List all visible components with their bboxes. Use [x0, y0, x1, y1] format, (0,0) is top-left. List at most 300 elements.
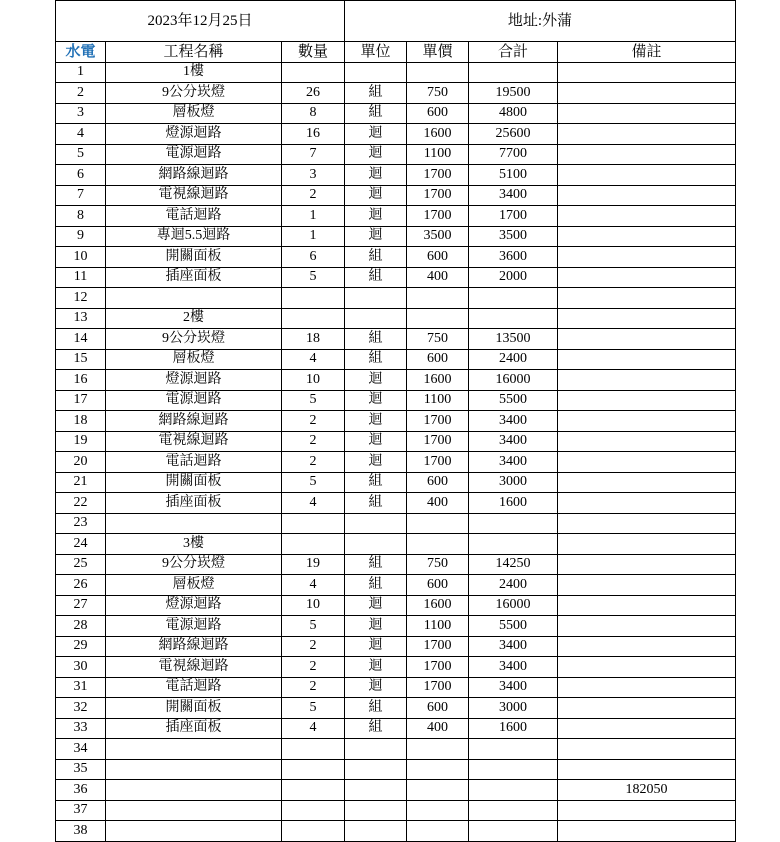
table-row [56, 759, 736, 780]
cell-unit: 迴 [345, 677, 407, 698]
cell-total: 1600 [469, 493, 558, 514]
cell-total: 1700 [469, 206, 558, 227]
cell-unit [345, 759, 407, 780]
table-row [56, 472, 736, 493]
cell-qty: 6 [282, 247, 345, 268]
cell-unit [345, 62, 407, 83]
cell-unit: 迴 [345, 616, 407, 637]
cell-name [106, 800, 282, 821]
cell-total: 3400 [469, 677, 558, 698]
cell-no: 19 [56, 431, 106, 452]
cell-name [106, 739, 282, 760]
table-row [56, 62, 736, 83]
cell-price: 600 [407, 247, 469, 268]
cell-name [106, 780, 282, 801]
cell-unit [345, 308, 407, 329]
cell-no: 37 [56, 800, 106, 821]
quote-sheet [55, 0, 736, 842]
cell-note [558, 595, 736, 616]
cell-name: 3樓 [106, 534, 282, 555]
table-row [56, 616, 736, 637]
cell-name: 開關面板 [106, 698, 282, 719]
cell-qty [282, 62, 345, 83]
cell-name: 開關面板 [106, 247, 282, 268]
cell-qty: 2 [282, 636, 345, 657]
cell-no: 9 [56, 226, 106, 247]
cell-price [407, 800, 469, 821]
cell-no: 10 [56, 247, 106, 268]
cell-price: 1600 [407, 370, 469, 391]
cell-price: 1100 [407, 144, 469, 165]
cell-unit: 迴 [345, 226, 407, 247]
cell-no: 34 [56, 739, 106, 760]
cell-qty [282, 739, 345, 760]
cell-price: 1700 [407, 452, 469, 473]
cell-name: 網路線迴路 [106, 165, 282, 186]
cell-unit [345, 534, 407, 555]
cell-note [558, 616, 736, 637]
cell-total: 2400 [469, 349, 558, 370]
cell-note [558, 83, 736, 104]
cell-qty: 5 [282, 698, 345, 719]
cell-price: 1700 [407, 206, 469, 227]
cell-no: 35 [56, 759, 106, 780]
cell-total: 14250 [469, 554, 558, 575]
col-header-no: 水電 [56, 42, 106, 63]
cell-qty [282, 513, 345, 534]
cell-note [558, 226, 736, 247]
cell-unit: 組 [345, 247, 407, 268]
cell-no: 4 [56, 124, 106, 145]
cell-qty: 7 [282, 144, 345, 165]
cell-no: 14 [56, 329, 106, 350]
cell-no: 8 [56, 206, 106, 227]
cell-qty: 2 [282, 677, 345, 698]
cell-name: 電源迴路 [106, 144, 282, 165]
cell-qty [282, 800, 345, 821]
col-header-note: 備註 [558, 42, 736, 63]
cell-name: 電視線迴路 [106, 431, 282, 452]
cell-note [558, 390, 736, 411]
cell-no: 21 [56, 472, 106, 493]
cell-unit [345, 739, 407, 760]
cell-no: 2 [56, 83, 106, 104]
cell-note [558, 349, 736, 370]
table-row [56, 800, 736, 821]
cell-total: 2400 [469, 575, 558, 596]
cell-unit: 迴 [345, 124, 407, 145]
cell-no: 20 [56, 452, 106, 473]
cell-unit: 迴 [345, 657, 407, 678]
cell-unit: 迴 [345, 411, 407, 432]
cell-price [407, 759, 469, 780]
cell-qty: 19 [282, 554, 345, 575]
cell-note [558, 718, 736, 739]
cell-qty: 5 [282, 616, 345, 637]
cell-qty: 26 [282, 83, 345, 104]
cell-name: 層板燈 [106, 103, 282, 124]
cell-note [558, 513, 736, 534]
cell-total: 1600 [469, 718, 558, 739]
cell-name: 電話迴路 [106, 206, 282, 227]
cell-total: 5100 [469, 165, 558, 186]
cell-total: 3400 [469, 657, 558, 678]
table-row [56, 206, 736, 227]
cell-price: 750 [407, 329, 469, 350]
table-row [56, 165, 736, 186]
table-row [56, 575, 736, 596]
cell-no: 16 [56, 370, 106, 391]
col-header-qty: 數量 [282, 42, 345, 63]
cell-price: 400 [407, 267, 469, 288]
cell-no: 32 [56, 698, 106, 719]
cell-price: 600 [407, 575, 469, 596]
cell-total: 4800 [469, 103, 558, 124]
cell-total: 13500 [469, 329, 558, 350]
cell-unit: 迴 [345, 185, 407, 206]
cell-note [558, 370, 736, 391]
cell-qty: 4 [282, 718, 345, 739]
cell-note [558, 759, 736, 780]
table-row [56, 431, 736, 452]
cell-price [407, 821, 469, 842]
cell-note [558, 800, 736, 821]
cell-price: 600 [407, 349, 469, 370]
cell-total: 3500 [469, 226, 558, 247]
cell-qty: 5 [282, 472, 345, 493]
cell-qty: 4 [282, 575, 345, 596]
cell-name: 開關面板 [106, 472, 282, 493]
cell-note [558, 247, 736, 268]
cell-note [558, 267, 736, 288]
cell-note [558, 308, 736, 329]
column-header-row [56, 42, 736, 63]
cell-name: 2樓 [106, 308, 282, 329]
cell-name: 電源迴路 [106, 616, 282, 637]
table-row [56, 595, 736, 616]
cell-note [558, 636, 736, 657]
cell-no: 27 [56, 595, 106, 616]
cell-name: 網路線迴路 [106, 636, 282, 657]
cell-unit: 迴 [345, 165, 407, 186]
cell-name: 插座面板 [106, 267, 282, 288]
cell-qty [282, 288, 345, 309]
cell-qty: 2 [282, 452, 345, 473]
cell-note [558, 493, 736, 514]
cell-note [558, 62, 736, 83]
cell-total: 2000 [469, 267, 558, 288]
cell-unit: 迴 [345, 452, 407, 473]
cell-no: 29 [56, 636, 106, 657]
cell-unit: 組 [345, 472, 407, 493]
cell-price [407, 739, 469, 760]
cell-qty: 2 [282, 411, 345, 432]
cell-name [106, 513, 282, 534]
cell-price: 1700 [407, 636, 469, 657]
cell-no: 26 [56, 575, 106, 596]
cell-total: 7700 [469, 144, 558, 165]
table-row [56, 83, 736, 104]
cell-price [407, 308, 469, 329]
cell-name: 電視線迴路 [106, 185, 282, 206]
cell-no: 22 [56, 493, 106, 514]
cell-total [469, 62, 558, 83]
cell-note [558, 144, 736, 165]
cell-unit [345, 288, 407, 309]
col-header-unit: 單位 [345, 42, 407, 63]
cell-name: 9公分崁燈 [106, 329, 282, 350]
cell-qty: 18 [282, 329, 345, 350]
cell-name: 電源迴路 [106, 390, 282, 411]
cell-no: 33 [56, 718, 106, 739]
cell-name: 燈源迴路 [106, 595, 282, 616]
cell-no: 23 [56, 513, 106, 534]
table-row [56, 636, 736, 657]
cell-no: 5 [56, 144, 106, 165]
cell-unit: 組 [345, 267, 407, 288]
cell-note [558, 431, 736, 452]
cell-name: 燈源迴路 [106, 124, 282, 145]
cell-no: 24 [56, 534, 106, 555]
cell-unit: 組 [345, 554, 407, 575]
table-row [56, 493, 736, 514]
cell-unit: 迴 [345, 206, 407, 227]
cell-note [558, 554, 736, 575]
cell-unit [345, 821, 407, 842]
cell-name [106, 821, 282, 842]
cell-no: 31 [56, 677, 106, 698]
cell-no: 15 [56, 349, 106, 370]
cell-qty: 1 [282, 206, 345, 227]
cell-price: 1700 [407, 657, 469, 678]
cell-note [558, 288, 736, 309]
cell-total: 19500 [469, 83, 558, 104]
cell-unit: 迴 [345, 144, 407, 165]
cell-price: 1600 [407, 595, 469, 616]
cell-qty: 16 [282, 124, 345, 145]
cell-name [106, 288, 282, 309]
table-row [56, 513, 736, 534]
table-row [56, 718, 736, 739]
cell-no: 30 [56, 657, 106, 678]
cell-note [558, 411, 736, 432]
cell-note [558, 657, 736, 678]
cell-unit: 組 [345, 103, 407, 124]
cell-total [469, 288, 558, 309]
cell-no: 17 [56, 390, 106, 411]
table-row [56, 185, 736, 206]
table-row [56, 698, 736, 719]
cell-total: 3000 [469, 698, 558, 719]
cell-name: 層板燈 [106, 349, 282, 370]
cell-unit: 迴 [345, 390, 407, 411]
cell-note [558, 739, 736, 760]
cell-unit: 組 [345, 575, 407, 596]
cell-price: 1600 [407, 124, 469, 145]
cell-price: 1100 [407, 616, 469, 637]
cell-qty [282, 821, 345, 842]
cell-name: 電視線迴路 [106, 657, 282, 678]
cell-name: 插座面板 [106, 718, 282, 739]
cell-price: 400 [407, 718, 469, 739]
cell-note [558, 452, 736, 473]
cell-total: 16000 [469, 370, 558, 391]
cell-note [558, 103, 736, 124]
cell-no: 25 [56, 554, 106, 575]
cell-qty: 4 [282, 349, 345, 370]
cell-unit: 組 [345, 698, 407, 719]
table-row [56, 308, 736, 329]
cell-total: 3400 [469, 431, 558, 452]
cell-unit: 迴 [345, 636, 407, 657]
cell-unit [345, 780, 407, 801]
cell-qty: 8 [282, 103, 345, 124]
cell-no: 1 [56, 62, 106, 83]
table-row [56, 124, 736, 145]
cell-price [407, 62, 469, 83]
cell-note [558, 698, 736, 719]
cell-name: 燈源迴路 [106, 370, 282, 391]
cell-note [558, 124, 736, 145]
table-row [56, 452, 736, 473]
cell-note [558, 821, 736, 842]
address-cell: 地址:外蒲 [345, 1, 736, 42]
cell-price: 1100 [407, 390, 469, 411]
cell-qty: 3 [282, 165, 345, 186]
cell-note [558, 575, 736, 596]
cell-total: 3400 [469, 452, 558, 473]
cell-total [469, 759, 558, 780]
cell-price: 600 [407, 698, 469, 719]
cell-name: 專迴5.5迴路 [106, 226, 282, 247]
cell-price [407, 534, 469, 555]
cell-price [407, 780, 469, 801]
cell-unit: 組 [345, 349, 407, 370]
title-row [56, 1, 736, 42]
cell-name: 插座面板 [106, 493, 282, 514]
cell-qty: 1 [282, 226, 345, 247]
cell-no: 38 [56, 821, 106, 842]
cell-qty: 4 [282, 493, 345, 514]
table-row [56, 534, 736, 555]
table-row [56, 349, 736, 370]
cell-note [558, 472, 736, 493]
cell-name [106, 759, 282, 780]
cell-price: 1700 [407, 677, 469, 698]
cell-no: 11 [56, 267, 106, 288]
cell-price: 1700 [407, 185, 469, 206]
cell-note [558, 206, 736, 227]
cell-total: 25600 [469, 124, 558, 145]
table-row [56, 329, 736, 350]
cell-name: 網路線迴路 [106, 411, 282, 432]
col-header-name: 工程名稱 [106, 42, 282, 63]
cell-qty: 2 [282, 431, 345, 452]
date-cell: 2023年12月25日 [56, 1, 345, 42]
table-row [56, 144, 736, 165]
cell-no: 18 [56, 411, 106, 432]
table-row [56, 288, 736, 309]
col-header-total: 合計 [469, 42, 558, 63]
table-row [56, 780, 736, 801]
cell-no: 36 [56, 780, 106, 801]
cell-price: 3500 [407, 226, 469, 247]
cell-total: 16000 [469, 595, 558, 616]
table-row [56, 677, 736, 698]
cell-price: 750 [407, 83, 469, 104]
cell-name: 9公分崁燈 [106, 554, 282, 575]
cell-qty: 2 [282, 657, 345, 678]
cell-price: 1700 [407, 431, 469, 452]
cell-no: 28 [56, 616, 106, 637]
cell-name: 電話迴路 [106, 677, 282, 698]
cell-unit: 組 [345, 718, 407, 739]
cell-note [558, 677, 736, 698]
cell-unit [345, 513, 407, 534]
table-row [56, 247, 736, 268]
cell-unit: 組 [345, 329, 407, 350]
cell-total: 5500 [469, 390, 558, 411]
cell-unit: 組 [345, 493, 407, 514]
table-row [56, 226, 736, 247]
cell-qty [282, 759, 345, 780]
cell-total [469, 513, 558, 534]
cell-note [558, 534, 736, 555]
cell-qty: 5 [282, 267, 345, 288]
cell-total [469, 534, 558, 555]
cell-qty [282, 534, 345, 555]
cell-price: 1700 [407, 165, 469, 186]
cell-no: 7 [56, 185, 106, 206]
cell-total: 3000 [469, 472, 558, 493]
cell-name: 9公分崁燈 [106, 83, 282, 104]
table-row [56, 739, 736, 760]
cell-price: 600 [407, 472, 469, 493]
cell-total: 3600 [469, 247, 558, 268]
cell-unit: 迴 [345, 595, 407, 616]
cell-total: 5500 [469, 616, 558, 637]
cell-total: 3400 [469, 185, 558, 206]
cell-total [469, 821, 558, 842]
cell-total: 3400 [469, 636, 558, 657]
table-row [56, 554, 736, 575]
cell-no: 12 [56, 288, 106, 309]
cell-no: 13 [56, 308, 106, 329]
cell-unit [345, 800, 407, 821]
cell-price: 750 [407, 554, 469, 575]
cell-qty: 5 [282, 390, 345, 411]
cell-unit: 迴 [345, 370, 407, 391]
cell-name: 1樓 [106, 62, 282, 83]
col-header-price: 單價 [407, 42, 469, 63]
table-row [56, 821, 736, 842]
cell-no: 3 [56, 103, 106, 124]
table-row [56, 267, 736, 288]
cell-unit: 組 [345, 83, 407, 104]
cell-price [407, 288, 469, 309]
table-row [56, 411, 736, 432]
table-row [56, 390, 736, 411]
cell-price: 1700 [407, 411, 469, 432]
cell-note [558, 165, 736, 186]
cell-total [469, 780, 558, 801]
cell-qty: 10 [282, 370, 345, 391]
cell-note [558, 185, 736, 206]
cell-total [469, 800, 558, 821]
cell-total [469, 308, 558, 329]
cell-price: 400 [407, 493, 469, 514]
cell-price: 600 [407, 103, 469, 124]
